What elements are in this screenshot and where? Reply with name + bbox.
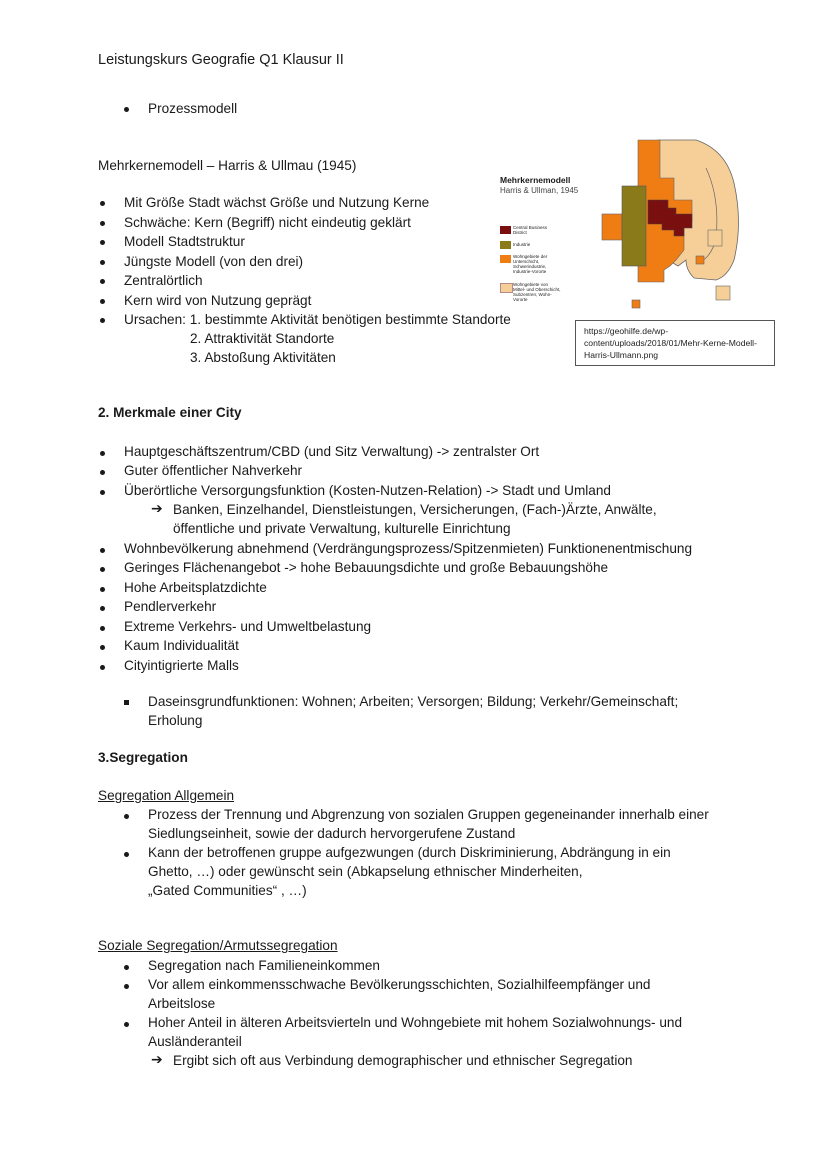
bullet: [100, 665, 105, 670]
bullet: [100, 451, 105, 456]
list-item: Schwäche: Kern (Begriff) nicht eindeutig geklärt: [124, 215, 411, 230]
list-item: Wohnbevölkerung abnehmend (Verdrängungsprozess/Spitzenmieten) Funktionenentmischung: [124, 541, 693, 556]
section-heading: 3.Segregation: [98, 750, 188, 765]
bullet: [124, 984, 129, 989]
list-item: Hohe Arbeitsplatzdichte: [124, 580, 267, 595]
section-heading: 2. Merkmale einer City: [98, 405, 242, 420]
list-item: Kann der betroffenen gruppe aufgezwungen (durch Diskriminierung, Abdrängung in ein: [148, 845, 671, 860]
bullet: [124, 965, 129, 970]
list-item: Überörtliche Versorgungsfunktion (Kosten-Nutzen-Relation) -> Stadt und Umland: [124, 483, 611, 498]
list-item: Mit Größe Stadt wächst Größe und Nutzung Kerne: [124, 195, 430, 210]
bullet: [100, 567, 105, 572]
bullet: [124, 852, 129, 857]
list-item: Kaum Individualität: [124, 638, 239, 653]
list-item: Ursachen: 1. bestimmte Aktivität benötigen bestimmte Standorte: [124, 312, 511, 327]
list-subitem: Banken, Einzelhandel, Dienstleistungen, Versicherungen, (Fach-)Ärzte, Anwälte,: [173, 502, 657, 517]
list-item: Extreme Verkehrs- und Umweltbelastung: [124, 619, 372, 634]
list-item: Arbeitslose: [148, 996, 216, 1011]
bullet: [100, 279, 105, 284]
bullet: [124, 1022, 129, 1027]
legend-label: Wohngebiete von Mittel- und Oberschicht, Subzentren, Wohn-Vororte: [513, 282, 561, 302]
legend-label: Central Business District: [513, 225, 548, 235]
list-item: Daseinsgrundfunktionen: Wohnen; Arbeiten; Versorgen; Bildung; Verkehr/Gemeinschaft;: [148, 694, 679, 709]
list-subitem: 3. Abstoßung Aktivitäten: [190, 350, 336, 365]
list-item: Pendlerverkehr: [124, 599, 217, 614]
url-line: Harris-Ullmann.png: [584, 350, 659, 360]
subsection-heading: Segregation Allgemein: [98, 788, 235, 803]
list-subitem: 2. Attraktivität Standorte: [190, 331, 335, 346]
list-item: Segregation nach Familieneinkommen: [148, 958, 380, 973]
legend-swatch-mittelschicht: [500, 283, 513, 293]
figure-title: Mehrkernemodell: [500, 175, 571, 185]
source-url-box: [575, 320, 775, 366]
bullet: [100, 626, 105, 631]
page-title: Leistungskurs Geografie Q1 Klausur II: [98, 52, 344, 68]
legend-swatch-cbd: [500, 226, 511, 234]
list-item: Erholung: [148, 713, 203, 728]
legend-label: Industrie: [513, 242, 531, 247]
list-item: Cityintigrierte Malls: [124, 658, 239, 673]
list-item: Ausländeranteil: [148, 1034, 242, 1049]
list-item: Zentralörtlich: [124, 273, 203, 288]
list-item: Modell Stadtstruktur: [124, 234, 245, 249]
bullet: [100, 645, 105, 650]
list-item: „Gated Communities“ , …): [148, 883, 307, 898]
list-item: Prozess der Trennung und Abgrenzung von sozialen Gruppen gegeneinander innerhalb einer: [148, 807, 709, 822]
list-item: Ghetto, …) oder gewünscht sein (Abkapselung ethnischer Minderheiten,: [148, 864, 583, 879]
list-item: Prozessmodell: [148, 101, 238, 116]
legend-swatch-industrie: [500, 241, 511, 249]
list-item: Hauptgeschäftszentrum/CBD (und Sitz Verwaltung) -> zentralster Ort: [124, 444, 540, 459]
city-map-diagram: [598, 138, 748, 310]
list-subitem: öffentliche und private Verwaltung, kulturelle Einrichtung: [173, 521, 511, 536]
list-item: Siedlungseinheit, sowie der dadurch hervorgerufene Zustand: [148, 826, 516, 841]
arrow-icon: ➔: [151, 500, 163, 516]
bullet: [100, 548, 105, 553]
url-line: https://geohilfe.de/wp-: [584, 326, 669, 336]
list-item: Vor allem einkommensschwache Bevölkerungsschichten, Sozialhilfeempfänger und: [148, 977, 651, 992]
url-line: content/uploads/2018/01/Mehr-Kerne-Modell-: [584, 338, 757, 348]
bullet: [100, 470, 105, 475]
figure-subtitle: Harris & Ullman, 1945: [500, 186, 579, 195]
arrow-icon: ➔: [151, 1051, 163, 1067]
bullet: [100, 221, 105, 226]
section-heading: Mehrkernemodell – Harris & Ullmau (1945): [98, 158, 357, 173]
list-item: Jüngste Modell (von den drei): [124, 254, 304, 269]
bullet: [124, 814, 129, 819]
bullet: [100, 490, 105, 495]
bullet: [100, 606, 105, 611]
list-subitem: Ergibt sich oft aus Verbindung demographischer und ethnischer Segregation: [173, 1053, 633, 1068]
bullet: [100, 299, 105, 304]
bullet: [100, 201, 105, 206]
subsection-heading: Soziale Segregation/Armutssegregation: [98, 938, 338, 953]
bullet: [124, 107, 129, 112]
list-item: Guter öffentlicher Nahverkehr: [124, 463, 303, 478]
legend-swatch-unterschicht: [500, 255, 511, 263]
bullet: [100, 260, 105, 265]
bullet: [100, 587, 105, 592]
square-bullet: [124, 700, 129, 705]
legend-label: Wohngebiete der Unterschicht, Schwerindustrie, Industrie-Vororte: [513, 254, 548, 274]
list-item: Geringes Flächenangebot -> hohe Bebauungsdichte und große Bebauungshöhe: [124, 560, 609, 575]
list-item: Hoher Anteil in älteren Arbeitsvierteln und Wohngebiete mit hohem Sozialwohnungs- und: [148, 1015, 683, 1030]
list-item: Kern wird von Nutzung geprägt: [124, 293, 312, 308]
bullet: [100, 240, 105, 245]
bullet: [100, 318, 105, 323]
